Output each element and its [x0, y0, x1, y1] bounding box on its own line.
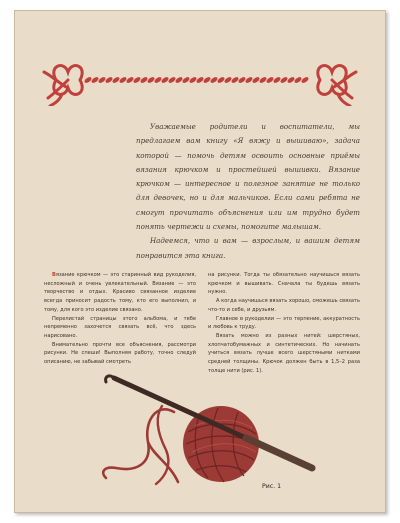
- cord-twist: [223, 76, 232, 84]
- yarn-ball: [183, 406, 259, 482]
- cord-twist: [216, 76, 225, 84]
- body-paragraph: Вязать можно из разных нитей: шерстяных, хлопчатобумажных и синтетических. Но начинать учиться вязать лучше всего шерстяными нитками средней толщины. Крючок должен быть в 1,5–2 раза толще нити (рис. 1).: [208, 332, 360, 374]
- cord-twist: [300, 76, 309, 84]
- cord-twist: [104, 76, 113, 84]
- yarn-ball-and-hook-illustration: [96, 372, 326, 490]
- cord-twist: [181, 76, 190, 84]
- cord-twist: [244, 76, 253, 84]
- drop-cap: В: [52, 272, 56, 278]
- intro-paragraph-1: Уважаемые родители и воспитатели, мы предлагаем вам книгу «Я вяжу и вышиваю», задача которой — помочь детям освоить основные приёмы вязания крючком и простейшей вышивки. Вязание крючком — интересное и полезное занятие не только для девочек, но и для мальчиков. Если сами ребята не смогут прочитать объяснения или им трудно будет понять чертежи и схемы, помогите малышам.: [136, 122, 360, 232]
- book-page: [14, 10, 386, 513]
- braided-cord-ornament: [38, 54, 362, 106]
- cord-twist: [202, 76, 211, 84]
- body-paragraph: Главное в рукоделии — это терпение, аккуратность и любовь к труду.: [208, 315, 360, 331]
- cord-twist: [230, 76, 239, 84]
- body-paragraph: А когда научишься вязать хорошо, сможешь связать что-то и себе, и друзьям.: [208, 298, 360, 313]
- intro-paragraph-2: Надеемся, что и вам — взрослым, и вашим детям понравится эта книга.: [136, 236, 360, 260]
- body-paragraph: на рисунки. Тогда ты обязательно научишься вязать крючком и вышивать. Сначала ты будешь вязать нужно.: [208, 272, 360, 296]
- cord-twist: [83, 76, 92, 84]
- body-paragraph: [44, 271, 196, 315]
- text-column-right: [208, 271, 360, 375]
- cord-twist: [167, 76, 176, 84]
- cord-twist: [272, 76, 281, 84]
- cord-twist: [146, 76, 155, 84]
- cord-twist: [209, 76, 218, 84]
- intro-text: [136, 120, 360, 263]
- figure-caption: Рис. 1: [262, 483, 282, 490]
- paragraph-text: язание крючком — это старинный вид рукоделия, несложный и очень увлекательный. Вязание — это творчество и отдых. Красиво связанное изделие всегда приносит радость тому, кто его выполнил, и тому, для кого это изделие связано.: [44, 272, 196, 313]
- cord-twist: [160, 76, 169, 84]
- cord-twist: [90, 76, 99, 84]
- text-column-left: [44, 271, 196, 367]
- cord-twist: [139, 76, 148, 84]
- cord-twist: [153, 76, 162, 84]
- cord-twist: [97, 76, 106, 84]
- cord-twist: [188, 76, 197, 84]
- body-paragraph: Перелистай страницы этого альбома, и тебе непременно захочется связать всё, что здесь нарисовано.: [44, 315, 196, 339]
- cord-twist: [118, 76, 127, 84]
- cord-twist: [251, 76, 260, 84]
- cord-twist: [237, 76, 246, 84]
- cord-twist: [111, 76, 120, 84]
- cord-twist: [286, 76, 295, 84]
- cord-twist: [265, 76, 274, 84]
- body-paragraph: Внимательно прочти все объяснения, рассмотри рисунки. Не спеши! Выполняя работу, точно следуй описанию, не забывай смотреть: [44, 341, 196, 366]
- cord-twist: [132, 76, 141, 84]
- cord-twist: [279, 76, 288, 84]
- cord-twist: [293, 76, 302, 84]
- cord-twist: [125, 76, 134, 84]
- cord-twist: [258, 76, 267, 84]
- cord-twist: [174, 76, 183, 84]
- cord-twist: [195, 76, 204, 84]
